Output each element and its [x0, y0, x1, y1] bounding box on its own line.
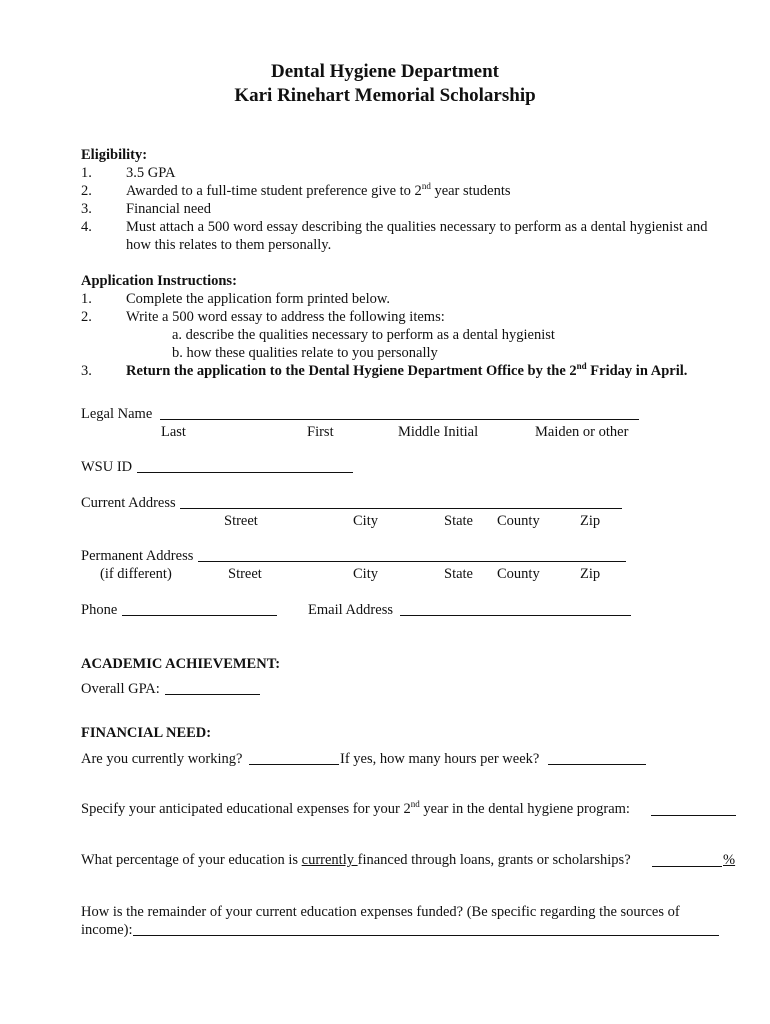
academic-heading: ACADEMIC ACHIEVEMENT:	[81, 656, 281, 672]
email-label: Email Address	[308, 602, 393, 618]
legal-name-label: Legal Name	[81, 406, 153, 422]
superscript: nd	[421, 181, 431, 192]
permanent-address-field[interactable]	[198, 561, 626, 562]
legal-name-field[interactable]	[160, 419, 639, 420]
permanent-address-sub-state: State	[444, 566, 473, 582]
current-address-sub-zip: Zip	[580, 513, 601, 529]
phone-field[interactable]	[122, 615, 277, 616]
financial-heading: FINANCIAL NEED:	[81, 725, 212, 741]
eligibility-item-4-cont: how this relates to them personally.	[126, 237, 332, 253]
instructions-item-2: Write a 500 word essay to address the following items:	[126, 309, 445, 325]
document-title: Dental Hygiene Department	[271, 61, 499, 82]
percent-question	[81, 852, 631, 869]
gpa-label: Overall GPA:	[81, 681, 160, 697]
instructions-item-3-text: Return the application to the Dental Hygiene Department Office by the 2	[126, 363, 577, 379]
permanent-address-note: (if different)	[100, 566, 172, 582]
instructions-item-1: Complete the application form printed below.	[126, 291, 391, 307]
instructions-item-3-text-after: Friday in April.	[586, 363, 688, 379]
eligibility-item-4: Must attach a 500 word essay describing the qualities necessary to perform as a dental hygienist and	[126, 219, 708, 235]
current-address-sub-street: Street	[224, 513, 258, 529]
percent-question-text: What percentage of your education is	[81, 852, 302, 868]
eligibility-item-2	[126, 183, 511, 200]
eligibility-num-1: 1.	[81, 165, 92, 181]
permanent-address-sub-street: Street	[228, 566, 262, 582]
eligibility-num-2: 2.	[81, 183, 92, 199]
permanent-address-label: Permanent Address	[81, 548, 194, 564]
hours-field[interactable]	[548, 764, 646, 765]
working-question: Are you currently working?	[81, 751, 243, 767]
wsu-id-label: WSU ID	[81, 459, 133, 475]
legal-name-sub-maiden: Maiden or other	[535, 424, 629, 440]
permanent-address-sub-county: County	[497, 566, 540, 582]
current-address-sub-county: County	[497, 513, 540, 529]
instructions-sub-b: b. how these qualities relate to you personally	[172, 345, 438, 361]
superscript: nd	[410, 799, 420, 810]
current-address-field[interactable]	[180, 508, 622, 509]
current-address-label: Current Address	[81, 495, 176, 511]
eligibility-item-1: 3.5 GPA	[126, 165, 176, 181]
expenses-question-text: Specify your anticipated educational expenses for your 2	[81, 801, 411, 817]
expenses-field[interactable]	[651, 815, 736, 816]
permanent-address-sub-zip: Zip	[580, 566, 601, 582]
eligibility-num-3: 3.	[81, 201, 92, 217]
working-field[interactable]	[249, 764, 339, 765]
legal-name-sub-middle: Middle Initial	[398, 424, 479, 440]
legal-name-sub-last: Last	[161, 424, 186, 440]
remainder-field[interactable]	[133, 935, 719, 936]
legal-name-sub-first: First	[307, 424, 334, 440]
eligibility-item-3: Financial need	[126, 201, 211, 217]
eligibility-heading: Eligibility:	[81, 147, 148, 163]
percent-sign: %	[723, 852, 736, 868]
current-address-sub-state: State	[444, 513, 473, 529]
expenses-question-text-after: year in the dental hygiene program:	[419, 801, 630, 817]
eligibility-num-4: 4.	[81, 219, 92, 235]
expenses-question	[81, 801, 630, 818]
instructions-heading: Application Instructions:	[81, 273, 237, 289]
hours-question: If yes, how many hours per week?	[340, 751, 540, 767]
instructions-num-2: 2.	[81, 309, 92, 325]
instructions-item-3	[126, 363, 687, 380]
remainder-question-line2: income):	[81, 922, 133, 938]
wsu-id-field[interactable]	[137, 472, 353, 473]
instructions-sub-a: a. describe the qualities necessary to perform as a dental hygienist	[172, 327, 555, 343]
remainder-question-line1: How is the remainder of your current education expenses funded? (Be specific regarding the sources of	[81, 904, 680, 920]
current-address-sub-city: City	[353, 513, 378, 529]
gpa-field[interactable]	[165, 694, 260, 695]
permanent-address-sub-city: City	[353, 566, 378, 582]
instructions-num-1: 1.	[81, 291, 92, 307]
percent-question-underlined: currently	[301, 852, 358, 868]
superscript: nd	[576, 361, 587, 372]
percent-question-text-after: financed through loans, grants or scholarships?	[357, 852, 631, 868]
percent-field[interactable]	[652, 866, 722, 867]
email-field[interactable]	[400, 615, 631, 616]
phone-label: Phone	[81, 602, 118, 618]
document-subtitle: Kari Rinehart Memorial Scholarship	[234, 85, 536, 106]
eligibility-item-2-text-after: year students	[430, 183, 511, 199]
eligibility-item-2-text: Awarded to a full-time student preference give to 2	[126, 183, 422, 199]
instructions-num-3: 3.	[81, 363, 92, 379]
